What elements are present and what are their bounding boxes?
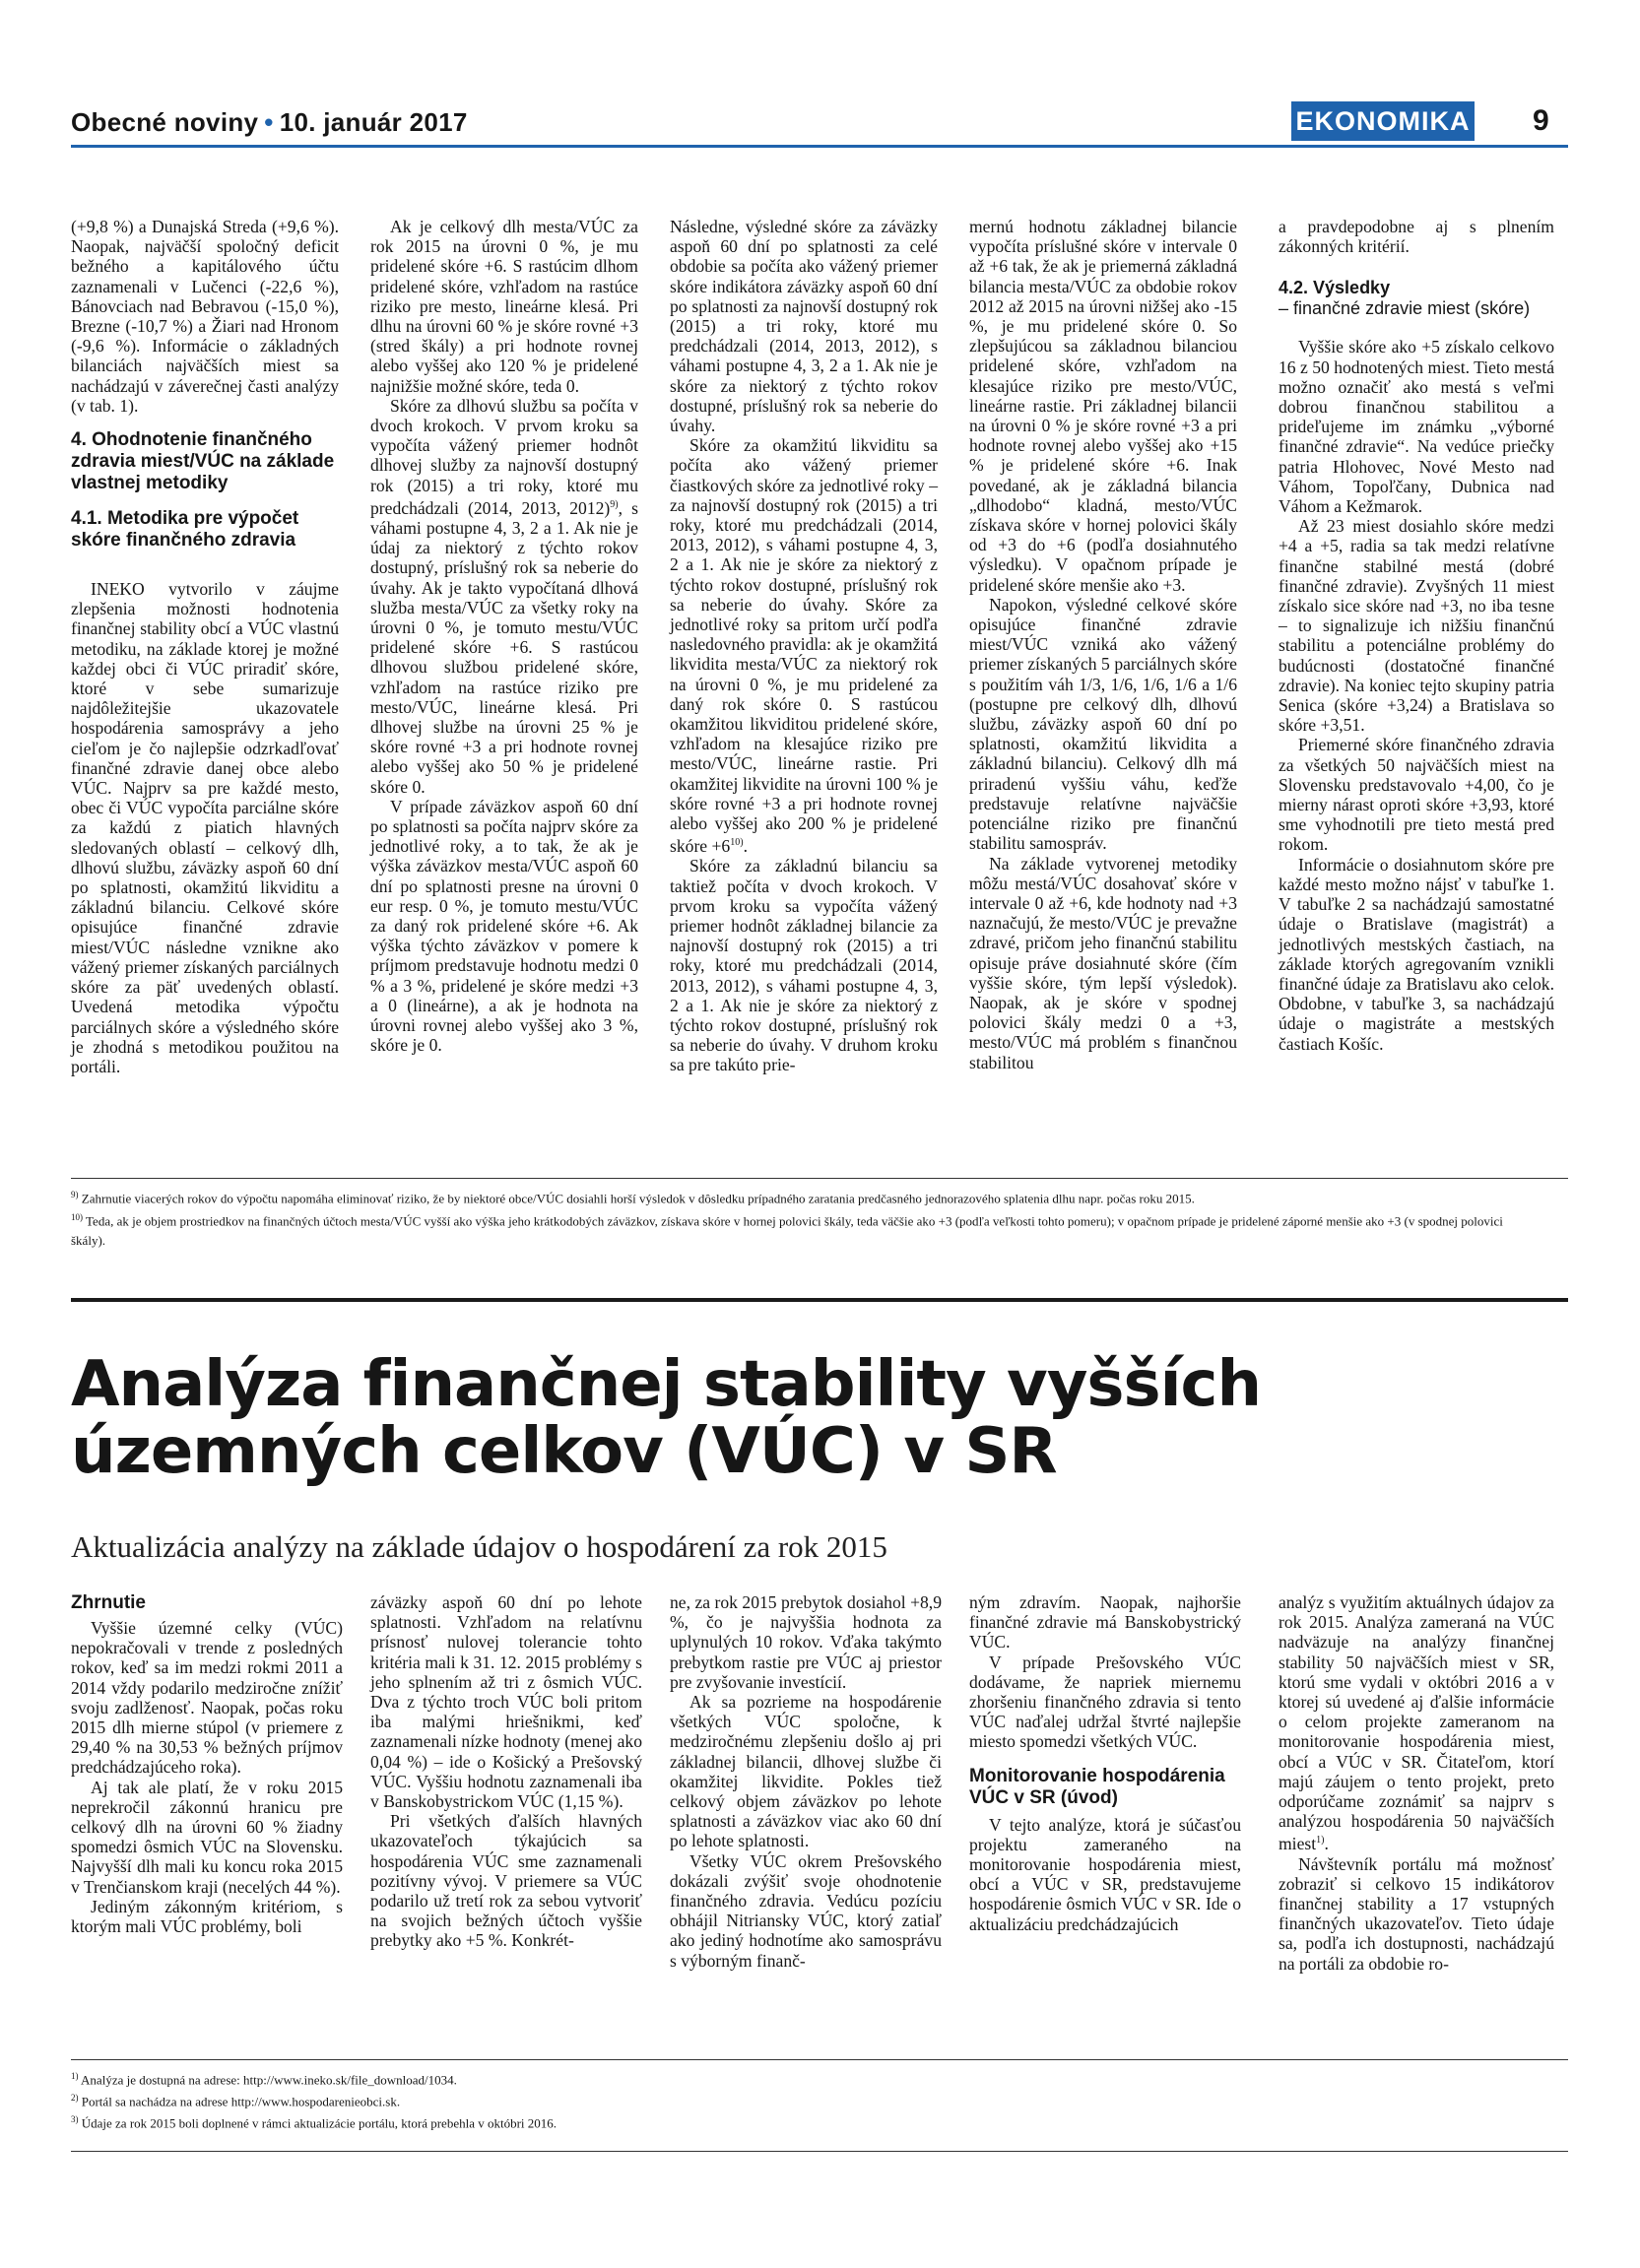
paragraph: Napokon, výsledné celkové skóre opisujúce finančné zdravie miest/VÚC vzniká ako vážený priemer získaných 5 parciálnych skóre s použitím váh 1/3, 1/6, 1/6, 1/6 a 1/6 (postupne pre celkový dlh, dlhovú službu, záväzky aspoň 60 dní po splatnosti, okamžitú likvidita a základnú bilanciu). Celkový dlh má priradenú vyššiu váhu, keďže predstavuje relatívne najväčšie potenciálne riziko pre finančnú stabilitu samospráv.	[969, 594, 1237, 854]
top-column-2	[370, 217, 638, 1055]
paragraph: Priemerné skóre finančného zdravia za všetkých 50 najväčších miest na Slovensku predstavovalo +4,00, čo je mierny nárast oproti skóre +3,93, ktoré sme vyhodnotili pre tieto mestá pred rokom.	[1279, 735, 1554, 855]
text: .	[743, 836, 748, 857]
paragraph: V prípade Prešovského VÚC dodávame, že napriek miernemu zhoršeniu finančného zdravia si tento VÚC naďalej udržal štvrté najlepšie miesto spomedzi všetkých VÚC.	[969, 1652, 1241, 1752]
paragraph: Ak je celkový dlh mesta/VÚC za rok 2015 na úrovni 0 %, je mu pridelené skóre +6. S rastúcim dlhom pridelené skóre, vzhľadom na rastúce riziko pre mesto, lineárne klesá. Pri dlhu na úrovni 60 % je skóre rovné +3 (stred škály) a pri hodnote rovnej alebo vyššej ako 120 % je pridelené najnižšie možné skóre, teda 0.	[370, 217, 638, 396]
article-column-4	[969, 1592, 1241, 1934]
paragraph: (+9,8 %) a Dunajská Streda (+9,6 %). Naopak, najväčší spoločný deficit bežného a kapitálového účtu zaznamenali v Lučenci (-22,6 %), Bánovciach nad Bebravou (-15,0 %), Brezne (-10,7 %) a Žiari nad Hronom (-9,6 %). Informácie o základných bilanciách najväčších miest sa nachádzajú v záverečnej časti analýzy (v tab. 1).	[71, 217, 339, 416]
footnote-10	[71, 1207, 1519, 1251]
article-title: Analýza finančnej stability vyšších územných celkov (VÚC) v SR	[71, 1348, 1262, 1488]
masthead	[71, 107, 468, 138]
page-number: 9	[1533, 104, 1549, 137]
issue-date: 10. január 2017	[279, 107, 468, 137]
footnote-3	[71, 2109, 1519, 2133]
footnote-9	[71, 1185, 1519, 1208]
paragraph: Návštevník portálu má možnosť zobraziť si celkovo 15 indikátorov finančnej stability a 17 vstupných finančných ukazovateľov. Tieto údaje sa, podľa ich dostupnosti, nachádzajú na portáli za obdobie ro-	[1279, 1853, 1554, 1974]
paragraph: Vyššie územné celky (VÚC) nepokračovali v trende z posledných rokov, keď sa im medzi rokmi 2011 a 2014 vždy podarilo medziročne znížiť svoju zadlženosť. Naopak, počas roku 2015 dlh mierne stúpol (v priemere z 29,40 % na 30,53 % bežných príjmov predchádzajúceho roka).	[71, 1618, 343, 1778]
paragraph: Skóre za základnú bilanciu sa taktiež počíta v dvoch krokoch. V prvom kroku sa vypočíta vážený priemer hodnôt základnej bilancie za najnovší dostupný rok (2015) a tri roky, ktoré mu predchádzali (2014, 2013, 2012), s váhami postupne 4, 3, 2 a 1. Ak nie je skóre za niektorý z týchto rokov dostupné, príslušný rok sa neberie do úvahy. V druhom kroku sa pre takúto prie-	[670, 856, 938, 1075]
footnote-rule	[71, 2059, 1568, 2060]
text: Skóre za okamžitú likviditu sa počíta ako vážený priemer čiastkových skóre za jednotlivé roky – za najnovší dostupný rok (2015) a tri roky, ktoré mu predchádzali (2014, 2013, 2012), s váhami postupne 4, 3, 2 a 1. Ak nie je skóre za niektorý z týchto rokov dostupné, príslušný rok sa neberie do úvahy. Skóre za jednotlivé roky sa pritom určí podľa nasledovného pravidla: ak je okamžitá likvidita mesta/VÚC za niektorý rok na úrovni 0 %, je mu pridelené za daný rok skóre 0. S rastúcou okamžitou likviditou pridelené skóre, vzhľadom na klesajúce riziko pre mesto/VÚC, lineárne rastie. Pri okamžitej likvidite na úrovni 100 % je skóre rovné +3 a pri hodnote rovnej alebo vyššej ako 200 % je pridelené skóre +6	[670, 435, 938, 857]
article-subtitle: Aktualizácia analýzy na základe údajov o hospodárení za rok 2015	[71, 1529, 887, 1564]
footnote-rule	[71, 1178, 1568, 1179]
paragraph: mernú hodnotu základnej bilancie vypočíta príslušné skóre v intervale 0 až +6 tak, že ak je priemerná základná bilancia mesta/VÚC za obdobie rokov 2012 až 2015 na úrovni nižšej ako -15 %, je mu pridelené skóre 0. So zlepšujúcou sa základnou bilanciou pridelené skóre, vzhľadom na klesajúce riziko pre mesto/VÚC, lineárne rastie. Pri základnej bilancii na úrovni 0 % je skóre rovné +3 a pri hodnote rovnej alebo vyššej ako +15 % je pridelené skóre +6. Inak povedané, ak je základná bilancia „dlhodobo“ kladná, mesto/VÚC získava skóre v hornej polovici škály od +3 do +6 (podľa dosiahnutého výsledku). V opačnom prípade je pridelené skóre menšie ako +3.	[969, 217, 1237, 595]
text: .	[1324, 1834, 1329, 1854]
paragraph: Jediným zákonným kritériom, s ktorým mali VÚC problémy, boli	[71, 1896, 343, 1937]
subsection-heading	[1279, 278, 1554, 319]
paragraph	[370, 396, 638, 797]
section-heading: Monitorovanie hospodárenia VÚC v SR (úvod)	[969, 1765, 1225, 1808]
footnote-ref: 10)	[730, 837, 744, 849]
footnote-text: Teda, ak je objem prostriedkov na finančných účtoch mesta/VÚC vyšší ako výška jeho krátkodobých záväzkov, získava skóre v hornej polovici škály, teda väčšie ako +3 (podľa veľkosti tohto pomeru); v opačnom prípade je pridelené záporné menšie ako +3 (v spodnej polovici škály).	[71, 1213, 1503, 1249]
text: , s váhami postupne 4, 3, 2 a 1. Ak nie je údaj za niektorý z týchto rokov dostupný, príslušný rok sa neberie do úvahy. Ak je takto vypočítaná dlhová služba mesta/VÚC za všetky roky na úrovni 0 %, je tomuto mestu/VÚC pridelené skóre +6. S rastúcou dlhovou službou pridelené skóre, vzhľadom na rastúce riziko pre mesto/VÚC, lineárne klesá. Pri dlhovej službe na úrovni 25 % je skóre rovné +3 a pri hodnote rovnej alebo vyššej ako 50 % je pridelené skóre 0.	[370, 497, 638, 797]
footnote-ref: 1)	[1316, 1835, 1325, 1847]
paragraph: V tejto analýze, ktorá je súčasťou projektu zameraného na monitorovanie hospodárenia miest, obcí a VÚC v SR, predstavujeme hospodárenie ôsmich VÚC v SR. Ide o aktualizáciu predchádzajúcich	[969, 1814, 1241, 1934]
article-column-3	[670, 1592, 942, 1971]
top-column-3	[670, 217, 938, 1075]
top-column-1	[71, 217, 339, 1076]
subsection-heading: 4.1. Metodika pre výpočet skóre finančného zdravia	[71, 508, 299, 551]
footnote-ref: 9)	[610, 498, 619, 510]
paragraph: Vyššie skóre ako +5 získalo celkovo 16 z 50 hodnotených miest. Tieto mestá možno označiť ako mestá s veľmi dobrou finančnou stabilitou a prideľujeme im známku „výborné finančné zdravie“. Na vedúce priečky patria Hlohovec, Nové Mesto nad Váhom, Topoľčany, Dubnica nad Váhom a Kežmarok.	[1279, 337, 1555, 517]
paragraph: ne, za rok 2015 prebytok dosiahol +8,9 %, čo je najvyššia hodnota za uplynulých 10 rokov. Vďaka takýmto prebytkom rastie pre VÚC aj priestor pre zvyšovanie investícií.	[670, 1592, 942, 1692]
footnote-number: 1)	[71, 2071, 79, 2081]
paragraph: Na základe vytvorenej metodiky môžu mestá/VÚC dosahovať skóre v intervale 0 až +6, kde hodnoty nad +3 naznačujú, že mesto/VÚC je prevažne zdravé, pričom jeho finančnú stabilitu opisuje práve dosiahnuté skóre (čím vyššie skóre, tým lepší výsledok). Naopak, ak je skóre v spodnej polovici škály medzi 0 a +3, mesto/VÚC má problém s finančnou stabilitou	[969, 853, 1237, 1072]
footnote-text: Zahrnutie viacerých rokov do výpočtu napomáha eliminovať riziko, že by niektoré obce/VÚC dosiahli horší výsledok v dôsledku prípadného zaratania predčasného jednorazového splatenia dlhu napr. počas roku 2015.	[81, 1191, 1195, 1206]
footnote-number: 9)	[71, 1190, 79, 1199]
article-column-5	[1279, 1592, 1554, 1974]
text: Skóre za dlhovú službu sa počíta v dvoch krokoch. V prvom kroku sa vypočíta vážený priemer hodnôt dlhovej služby za najnovší dostupný rok (2015) a tri roky, ktoré mu predchádzali (2014, 2013, 2012)	[370, 395, 638, 518]
separator-dot: •	[264, 107, 274, 137]
heading-subtitle: – finančné zdravie miest (skóre)	[1279, 298, 1531, 319]
top-column-4	[969, 217, 1237, 1072]
article-divider	[71, 1298, 1568, 1302]
footnote-number: 10)	[71, 1212, 83, 1222]
newspaper-name: Obecné noviny	[71, 107, 259, 137]
footnote-text: Portál sa nachádza na adrese http://www.hospodarenieobci.sk.	[81, 2094, 401, 2109]
paragraph: Až 23 miest dosiahlo skóre medzi +4 a +5, radia sa tak medzi relatívne finančne stabilné mestá (dobré finančné zdravie). Zvyšných 11 miest získalo sice skóre nad +3, no iba tesne – to signalizuje ich nižšiu finančnú stabilitu a potenciálne problémy do budúcnosti (dostatočné finančné zdravie). Na koniec tejto skupiny patria Senica (skóre +3,24) a Bratislava so skóre +3,51.	[1279, 516, 1554, 736]
paragraph	[670, 435, 938, 856]
top-column-5	[1279, 217, 1554, 1054]
paragraph: Následne, výsledné skóre za záväzky aspoň 60 dní po splatnosti za celé obdobie sa počíta ako vážený priemer skóre indikátora záväzky aspoň 60 dní po splatnosti za najnovší dostupný rok (2015) a tri roky, ktoré mu predchádzali (2014, 2013, 2012), s váhami postupne 4, 3, 2 a 1. Ak nie je skóre za niektorý z týchto rokov dostupné, príslušný rok sa neberie do úvahy.	[670, 217, 938, 436]
paragraph: záväzky aspoň 60 dní po lehote splatnosti. Vzhľadom na relatívnu prísnosť nulovej tolerancie tohto kritéria mali k 31. 12. 2015 problémy s jeho splnením až tri z ôsmich VÚC. Dva z týchto troch VÚC boli pritom iba malými hriešnikmi, keď zaznamenali nízke hodnoty (menej ako 0,04 %) – ide o Košický a Prešovský VÚC. Vyššiu hodnotu zaznamenali iba v Banskobystrickom VÚC (1,15 %).	[370, 1592, 642, 1812]
heading-title: 4.2. Výsledky	[1279, 278, 1391, 298]
paragraph: Aj tak ale platí, že v roku 2015 neprekročil zákonnú hranicu pre celkový dlh na úrovni 60 % žiadny spomedzi ôsmich VÚC na Slovensku. Najvyšší dlh mali ku koncu roka 2015 v Trenčianskom kraji (necelých 44 %).	[71, 1777, 343, 1897]
paragraph: ným zdravím. Naopak, najhoršie finančné zdravie má Banskobystrický VÚC.	[969, 1592, 1241, 1652]
paragraph: Pri všetkých ďalších hlavných ukazovateľoch týkajúcich sa hospodárenia VÚC sme zaznamenali pozitívny vývoj. V priemere sa VÚC podarilo už tretí rok za sebou vytvoriť na svojich bežných účtoch vyššie prebytky ako +5 %. Konkrét-	[370, 1811, 642, 1951]
section-heading: Zhrnutie	[71, 1592, 146, 1613]
paragraph: a pravdepodobne aj s plnením zákonných kritérií.	[1279, 217, 1554, 257]
paragraph: Ak sa pozrieme na hospodárenie všetkých VÚC spoločne, k medziročnému zlepšeniu došlo aj pri základnej bilancii, dlhovej službe či okamžitej likvidite. Pokles tiež celkový objem záväzkov po lehote splatnosti a záväzkov viac ako 60 dní po lehote splatnosti.	[670, 1692, 942, 1851]
section-heading: 4. Ohodnotenie finančného zdravia miest/VÚC na základe vlastnej metodiky	[71, 429, 335, 494]
footnote-text: Analýza je dostupná na adrese: http://www.ineko.sk/file_download/1034.	[81, 2072, 457, 2088]
paragraph: Informácie o dosiahnutom skóre pre každé mesto možno nájsť v tabuľke 1. V tabuľke 2 sa nachádzajú samostatné údaje o Bratislave (magistrát) a jednotlivých mestských častiach, na základe ktorých agregovaním vznikli finančné údaje za Bratislavu ako celok. Obdobne, v tabuľke 3, sa nachádzajú údaje o magistráte a mestských častiach Košíc.	[1279, 854, 1554, 1054]
article-column-1	[71, 1592, 343, 1936]
footnote-text: Údaje za rok 2015 boli doplnené v rámci aktualizácie portálu, ktorá prebehla v októbri 2016.	[81, 2115, 558, 2131]
footnote-number: 2)	[71, 2093, 79, 2103]
paragraph: INEKO vytvorilo v záujme zlepšenia možnosti hodnotenia finančnej stability obcí a VÚC vlastnú metodiku, na základe ktorej je možné každej obci či VÚC priradiť skóre, ktoré v sebe sumarizuje najdôležitejšie ukazovatele hospodárenia samosprávy a jeho cieľom je čo najlepšie odzrkadľovať finančné zdravie danej obce alebo VÚC. Najprv sa pre každé mesto, obec či VÚC vypočíta parciálne skóre za každú z piatich hlavných sledovaných oblastí – celkový dlh, dlhovú službu, záväzky aspoň 60 dní po splatnosti, okamžitú likviditu a základnú bilanciu. Celkové skóre opisujúce finančné zdravie miest/VÚC následne vznikne ako vážený priemer získaných parciálnych skóre za päť uvedených oblastí. Uvedená metodika výpočtu parciálnych skóre a výsledného skóre je zhodná s metodikou použitou na portáli.	[71, 579, 339, 1076]
bottom-rule	[71, 2151, 1568, 2152]
paragraph: V prípade záväzkov aspoň 60 dní po splatnosti sa počíta najprv skóre za jednotlivé roky, a to tak, že ak je výška záväzkov mesta/VÚC aspoň 60 dní po splatnosti presne na úrovni 0 eur resp. 0 %, je tomuto mestu/VÚC za daný rok pridelené skóre +6. Ak výška týchto záväzkov v pomere k príjmom predstavuje hodnotu medzi 0 % a 3 %, pridelené je skóre medzi +3 a 0 (lineárne), a ak je hodnota na úrovni rovnej alebo vyššej ako 3 %, skóre je 0.	[370, 796, 638, 1056]
article-column-2	[370, 1592, 642, 1951]
footnote-1	[71, 2066, 1519, 2090]
text: analýz s využitím aktuálnych údajov za rok 2015. Analýza zameraná na VÚC nadväzuje na analýzy finančnej stability 50 najväčších miest v SR, ktorú sme vydali v októbri 2016 a v ktorej sú uvedené aj ďalšie informácie o celom projekte zameranom na monitorovanie hospodárenia miest, obcí a VÚC v SR. Čitateľom, ktorí majú záujem o tento projekt, preto odporúčame zoznámiť sa najprv s analýzou hospodárenia 50 najväčších miest	[1279, 1592, 1554, 1854]
paragraph: Všetky VÚC okrem Prešovského dokázali zvýšiť svoje ohodnotenie finančného zdravia. Vedúcu pozíciu obhájil Nitriansky VÚC, ktorý zatiaľ ako jediný hodnotíme ako samosprávu s výborným finanč-	[670, 1850, 942, 1971]
header-rule	[71, 145, 1568, 148]
section-label: EKONOMIKA	[1291, 101, 1475, 141]
paragraph	[1279, 1592, 1554, 1854]
footnote-number: 3)	[71, 2114, 79, 2124]
footnote-2	[71, 2088, 1519, 2111]
